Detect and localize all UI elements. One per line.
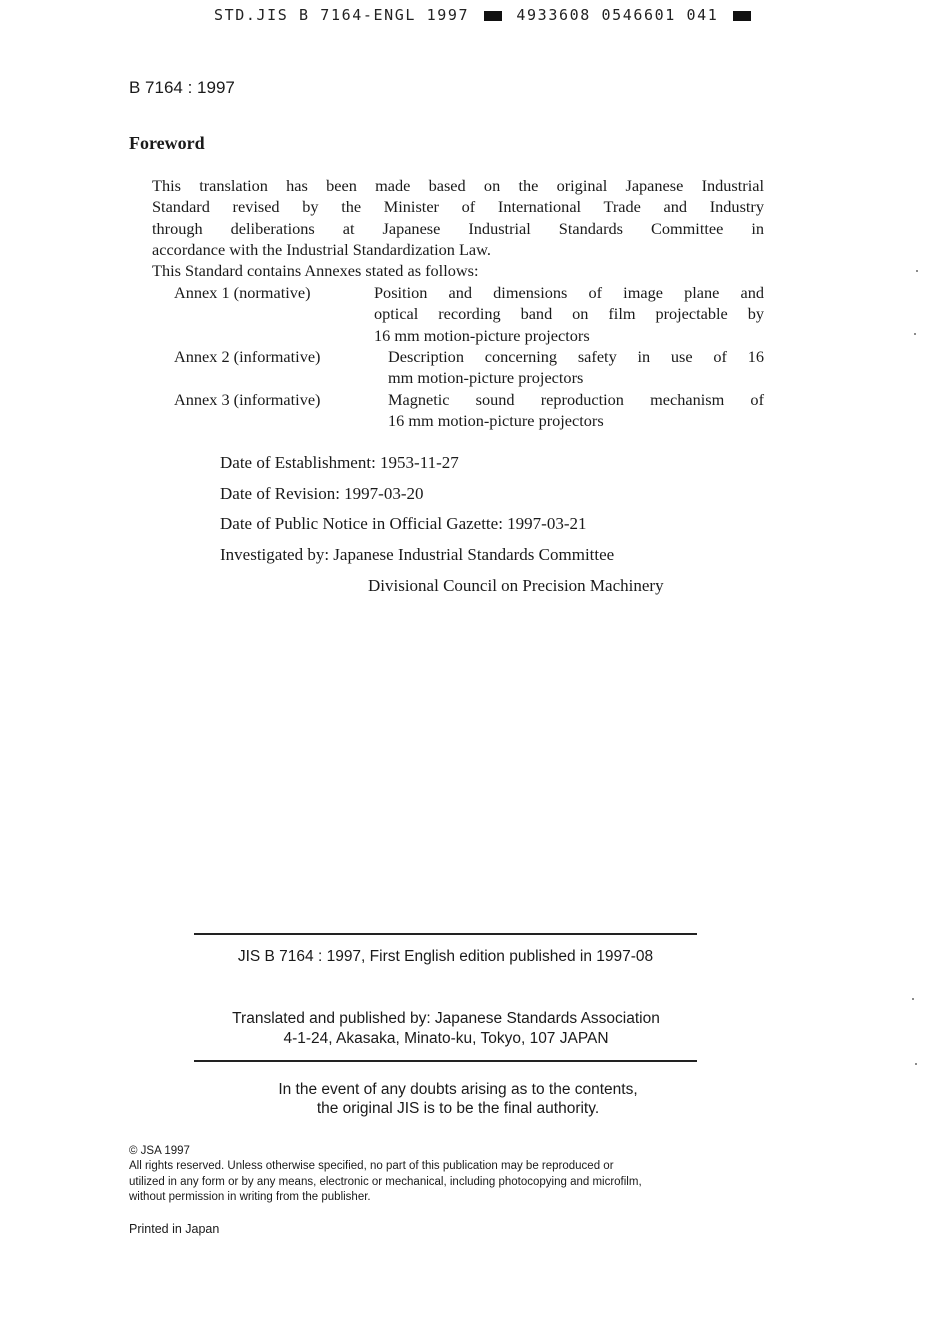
printed-in: Printed in Japan — [129, 1222, 220, 1236]
foreword-line: accordance with the Industrial Standardization Law. — [152, 239, 491, 259]
redaction-bar-1 — [484, 11, 502, 21]
annex-1-label: Annex 1 (normative) — [174, 283, 311, 302]
scan-speck — [916, 270, 918, 272]
address-line: 4-1-24, Akasaka, Minato-ku, Tokyo, 107 JAPAN — [283, 1030, 609, 1047]
divider-bottom — [194, 1060, 697, 1062]
edition-line: JIS B 7164 : 1997, First English edition published in 1997-08 — [237, 948, 654, 965]
annex-line: optical recording band on film projectable by — [374, 304, 764, 324]
annex-line: Magnetic sound reproduction mechanism of — [388, 390, 764, 409]
foreword-line: through deliberations at Japanese Industrial Standards Committee in — [152, 218, 764, 238]
header-stamp-right: 4933608 0546601 041 — [516, 6, 719, 24]
investigated-by: Investigated by: Japanese Industrial Standards Committee — [220, 545, 615, 564]
translated-by-line: Translated and published by: Japanese Standards Association — [232, 1010, 660, 1027]
copyright-line: utilized in any form or by any means, electronic or mechanical, including photocopying and microfilm, — [129, 1175, 642, 1188]
annex-3-description — [388, 389, 764, 432]
date-of-revision: Date of Revision: 1997-03-20 — [220, 484, 424, 503]
authority-note-line-1: In the event of any doubts arising as to the contents, — [278, 1081, 638, 1098]
copyright-mark: © JSA 1997 — [129, 1145, 190, 1157]
copyright-line: without permission in writing from the publisher. — [129, 1191, 371, 1203]
investigated-by-council: Divisional Council on Precision Machinery — [368, 576, 664, 595]
foreword-line: Standard revised by the Minister of International Trade and Industry — [152, 197, 764, 217]
annex-line: Description concerning safety in use of 16 — [388, 347, 764, 366]
scan-speck — [915, 1063, 917, 1065]
copyright-notice — [129, 1159, 642, 1206]
redaction-bar-2 — [733, 11, 751, 21]
annex-2-description — [388, 346, 764, 389]
scan-speck — [914, 333, 916, 335]
date-of-public-notice: Date of Public Notice in Official Gazette: 1997-03-21 — [220, 514, 587, 533]
scan-speck — [912, 998, 914, 1000]
header-stamp-left: STD.JIS B 7164-ENGL 1997 — [214, 6, 470, 24]
foreword-line: This translation has been made based on the original Japanese Industrial — [152, 176, 764, 195]
foreword-line: This Standard contains Annexes stated as follows: — [152, 261, 479, 281]
foreword-paragraph — [152, 175, 764, 281]
copyright-line: All rights reserved. Unless otherwise specified, no part of this publication may be reproduced or — [129, 1160, 614, 1172]
standard-number: B 7164 : 1997 — [129, 78, 235, 97]
header-stamp — [214, 6, 755, 24]
annex-line: 16 mm motion-picture projectors — [388, 411, 604, 431]
annex-1-description — [374, 282, 764, 346]
annex-line: mm motion-picture projectors — [388, 368, 584, 388]
page-title: Foreword — [129, 133, 205, 153]
annex-line: 16 mm motion-picture projectors — [374, 325, 590, 345]
authority-note-line-2: the original JIS is to be the final authority. — [316, 1100, 600, 1117]
divider-top — [194, 933, 697, 935]
annex-line: Position and dimensions of image plane and — [374, 283, 764, 302]
date-of-establishment: Date of Establishment: 1953-11-27 — [220, 453, 459, 472]
annex-2-label: Annex 2 (informative) — [174, 347, 321, 366]
annex-3-label: Annex 3 (informative) — [174, 390, 321, 409]
